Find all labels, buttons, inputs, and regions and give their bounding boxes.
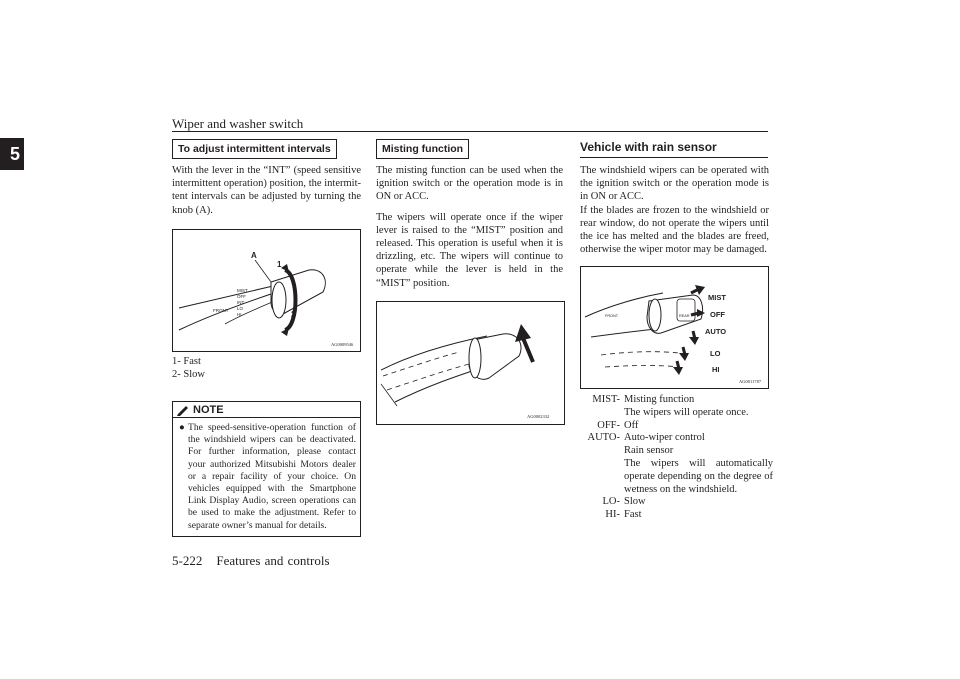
figure-label-1: 1 (277, 260, 282, 269)
page-number: 5-222 (172, 553, 203, 568)
rs-label-lo: LO (710, 349, 721, 358)
note-header (173, 402, 360, 418)
misting-paragraph-1: The misting function can be used when the ignition switch or the operation mode is in ON or ACC. (376, 165, 563, 203)
intermittent-legend (172, 355, 205, 381)
intermittent-text: With the lever in the “INT” (speed sensitive intermittent operation) position, the intermit- tent intervals can be adjusted by turning the knob (A). (172, 165, 361, 216)
rain-sensor-lever-illustration (581, 267, 768, 388)
chapter-tab: 5 (0, 138, 24, 170)
lever-label-hi: HI (237, 312, 242, 317)
header-rule (172, 131, 768, 132)
misting-paragraph-2: The wipers will operate once if the wiper lever is raised to the “MIST” position and released. This operation is useful when it is drizzling, etc. The wipers will continue to operate while the lever is held in the “MIST” position. (376, 211, 563, 289)
misting-text-block (376, 164, 563, 297)
wiper-lever-illustration (173, 230, 360, 351)
rs-figure-code: AG0011787 (739, 379, 762, 384)
section-heading-intermittent: To adjust intermittent intervals (172, 139, 337, 159)
wiper-modes-list (578, 394, 773, 522)
mode-row-off: OFF- Off (597, 419, 639, 431)
rs-label-hi: HI (712, 365, 720, 374)
footer-section-name: Features and controls (216, 553, 330, 568)
intermittent-paragraph (172, 164, 361, 224)
lever-label-front: FRONT (213, 308, 229, 313)
rain-sensor-rule (580, 157, 768, 158)
section-heading-rain-sensor: Vehicle with rain sensor (580, 140, 717, 154)
note-bullet-icon: ● (179, 422, 185, 433)
legend-item-slow: 2- Slow (172, 369, 205, 380)
lever-label-int: INT (237, 300, 245, 305)
rs-lever-label-rear: REAR (679, 314, 690, 318)
rs-label-mist: MIST (708, 293, 726, 302)
misting-lever-illustration (377, 302, 564, 424)
note-box (172, 401, 361, 537)
rs-label-auto: AUTO (705, 327, 727, 336)
section-heading-misting: Misting function (376, 139, 469, 159)
lever-label-mist: MIST (237, 288, 248, 293)
note-body (173, 418, 360, 536)
mode-row-mist: MIST- Misting function The wipers will operate once. (592, 394, 749, 418)
page-header-title: Wiper and washer switch (172, 116, 304, 131)
rs-lever-label-front: FRONT (605, 314, 619, 318)
note-pencil-icon (176, 404, 190, 416)
mode-row-lo: LO- Slow (602, 496, 646, 508)
figure-code: AG0009546 (331, 342, 354, 347)
page-footer (172, 553, 330, 569)
mode-row-auto: AUTO- Auto-wiper control Rain sensor The wipers will automatically operate depending on the degree of wetness on the windshield. (587, 432, 773, 495)
legend-item-fast: 1- Fast (172, 356, 201, 367)
lever-label-off: OFF (237, 294, 246, 299)
note-text: The speed-sensitive-operation function of the windshield wipers can be deactivated. For further information, please contact your authorized Mitsubishi Motors dealer or a repair facility of your choice. On vehicles equipped with the Smartphone Link Display Audio, screen operations can be used to make the adjustment. Refer to separate owner’s manual for details. (188, 422, 356, 531)
figure-label-a: A (251, 251, 257, 260)
figure-label-2: 2 (291, 310, 296, 319)
rs-label-off: OFF (710, 310, 725, 319)
figure-misting-lever (376, 301, 565, 425)
note-title: NOTE (193, 403, 224, 416)
mode-row-hi: HI- Fast (605, 509, 642, 521)
figure-intermittent-knob (172, 229, 361, 352)
misting-figure-code: AG0002332 (527, 414, 550, 419)
lever-label-lo: LO (237, 306, 244, 311)
figure-rain-sensor-lever (580, 266, 769, 389)
rain-sensor-paragraph: The windshield wipers can be operated with the ignition switch or the operation mode is in ON or ACC. If the blades are frozen to the windshield or rear window, do not operate the wipers until the ice has melted and the blades are freed, otherwise the wiper motor may be damaged. (580, 165, 769, 256)
